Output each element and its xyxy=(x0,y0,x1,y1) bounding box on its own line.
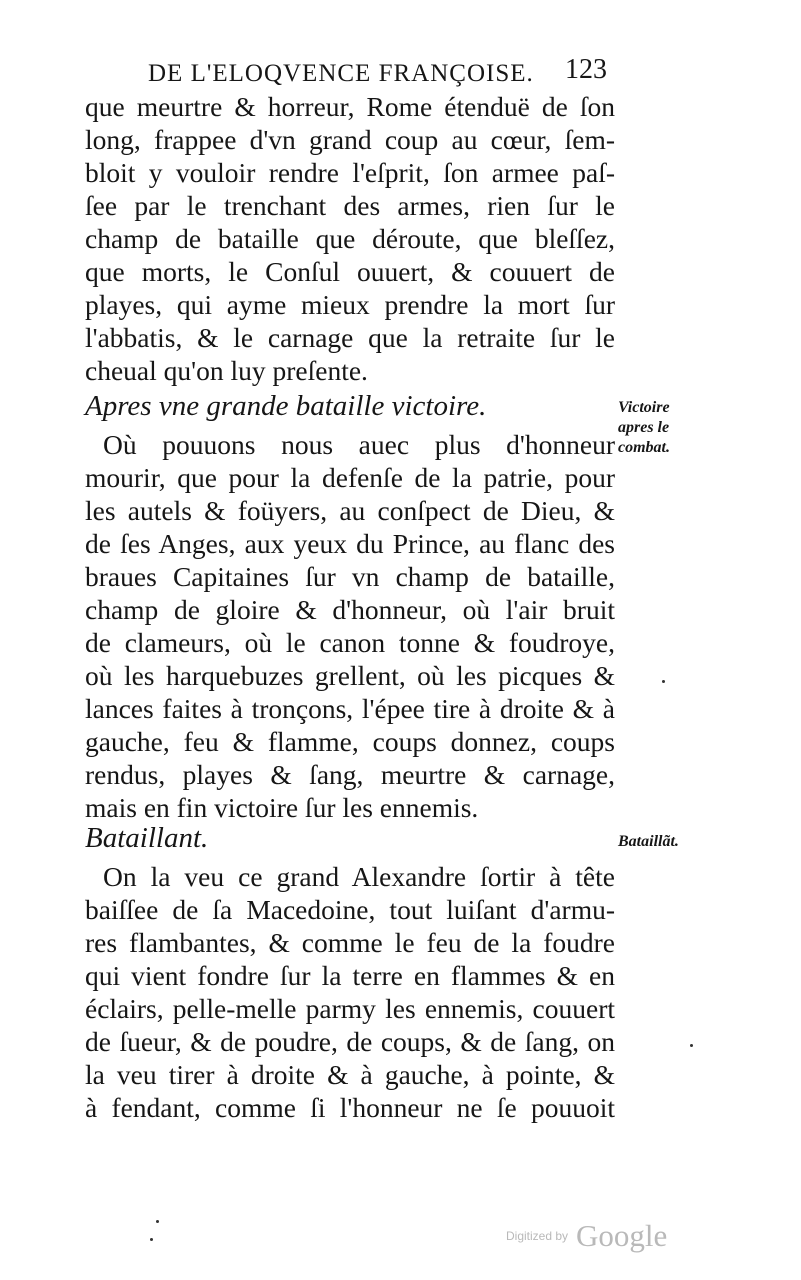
text-line: de ſes Anges, aux yeux du Prince, au flanc des xyxy=(85,528,615,559)
text-line: Où pouuons nous auec plus d'honneur xyxy=(103,429,615,460)
text-line: éclairs, pelle-melle parmy les ennemis, couuert xyxy=(85,993,615,1024)
text-line: bloit y vouloir rendre l'eſprit, ſon armee paſ- xyxy=(85,157,615,188)
text-line: l'abbatis, & le carnage que la retraite ſur le xyxy=(85,322,615,353)
text-line: On la veu ce grand Alexandre ſortir à tête xyxy=(103,861,615,892)
section-heading-bataillant: Bataillant. xyxy=(85,822,209,854)
text-line: long, frappee d'vn grand coup au cœur, ſem- xyxy=(85,124,615,155)
text-line: que morts, le Conſul ouuert, & couuert de xyxy=(85,256,615,287)
margin-note-line: apres le xyxy=(618,419,670,436)
text-line: ſee par le trenchant des armes, rien ſur le xyxy=(85,190,615,221)
digitized-watermark xyxy=(506,1218,667,1254)
margin-note-line: Victoire xyxy=(618,399,670,416)
text-line: baiſſee de ſa Macedoine, tout luiſant d'armu- xyxy=(85,894,615,925)
ink-speck xyxy=(662,680,665,683)
text-line: champ de gloire & d'honneur, où l'air bruit xyxy=(85,594,615,625)
margin-note-bataillant xyxy=(618,832,679,852)
text-line: champ de bataille que déroute, que bleſſez, xyxy=(85,223,615,254)
text-line: de ſueur, & de poudre, de coups, & de ſang, on xyxy=(85,1026,615,1057)
text-line: de clameurs, où le canon tonne & foudroye, xyxy=(85,627,615,658)
text-line: playes, qui ayme mieux prendre la mort ſur xyxy=(85,289,615,320)
margin-note-victoire xyxy=(618,398,670,458)
paragraph-1 xyxy=(85,90,615,387)
text-line: lances faites à tronçons, l'épee tire à droite & à xyxy=(85,693,615,724)
page-number: 123 xyxy=(565,54,607,85)
ink-speck xyxy=(690,1044,693,1047)
text-line: où les harquebuzes grellent, où les picques & xyxy=(85,660,615,691)
margin-note-line: Bataillãt. xyxy=(618,833,679,850)
section-heading-victoire: Apres vne grande bataille victoire. xyxy=(85,390,487,422)
text-line: res flambantes, & comme le feu de la foudre xyxy=(85,927,615,958)
text-line: qui vient fondre ſur la terre en flammes & en xyxy=(85,960,615,991)
running-head: DE L'ELOQVENCE FRANÇOISE. xyxy=(148,60,534,87)
google-logo: Google xyxy=(576,1218,668,1253)
text-line: la veu tirer à droite & à gauche, à pointe, & xyxy=(85,1059,615,1090)
paragraph-bataillant xyxy=(85,860,615,1124)
text-line: gauche, feu & flamme, coups donnez, coups xyxy=(85,726,615,757)
text-line: cheual qu'on luy preſente. xyxy=(85,355,368,386)
text-line: mais en fin victoire ſur les ennemis. xyxy=(85,792,479,823)
page-header xyxy=(140,50,620,90)
text-line: rendus, playes & ſang, meurtre & carnage, xyxy=(85,759,615,790)
text-line: à fendant, comme ſi l'honneur ne ſe pouuoit xyxy=(85,1092,615,1123)
text-line: les autels & foüyers, au conſpect de Dieu, & xyxy=(85,495,615,526)
watermark-prefix: Digitized by xyxy=(506,1229,569,1243)
ink-speck xyxy=(150,1238,153,1241)
text-line: que meurtre & horreur, Rome étenduë de ſon xyxy=(85,91,615,122)
paragraph-victoire xyxy=(85,428,615,824)
margin-note-line: combat. xyxy=(618,439,670,456)
text-line: braues Capitaines ſur vn champ de bataille, xyxy=(85,561,615,592)
text-line: mourir, que pour la defenſe de la patrie, pour xyxy=(85,462,615,493)
ink-speck xyxy=(156,1220,159,1223)
